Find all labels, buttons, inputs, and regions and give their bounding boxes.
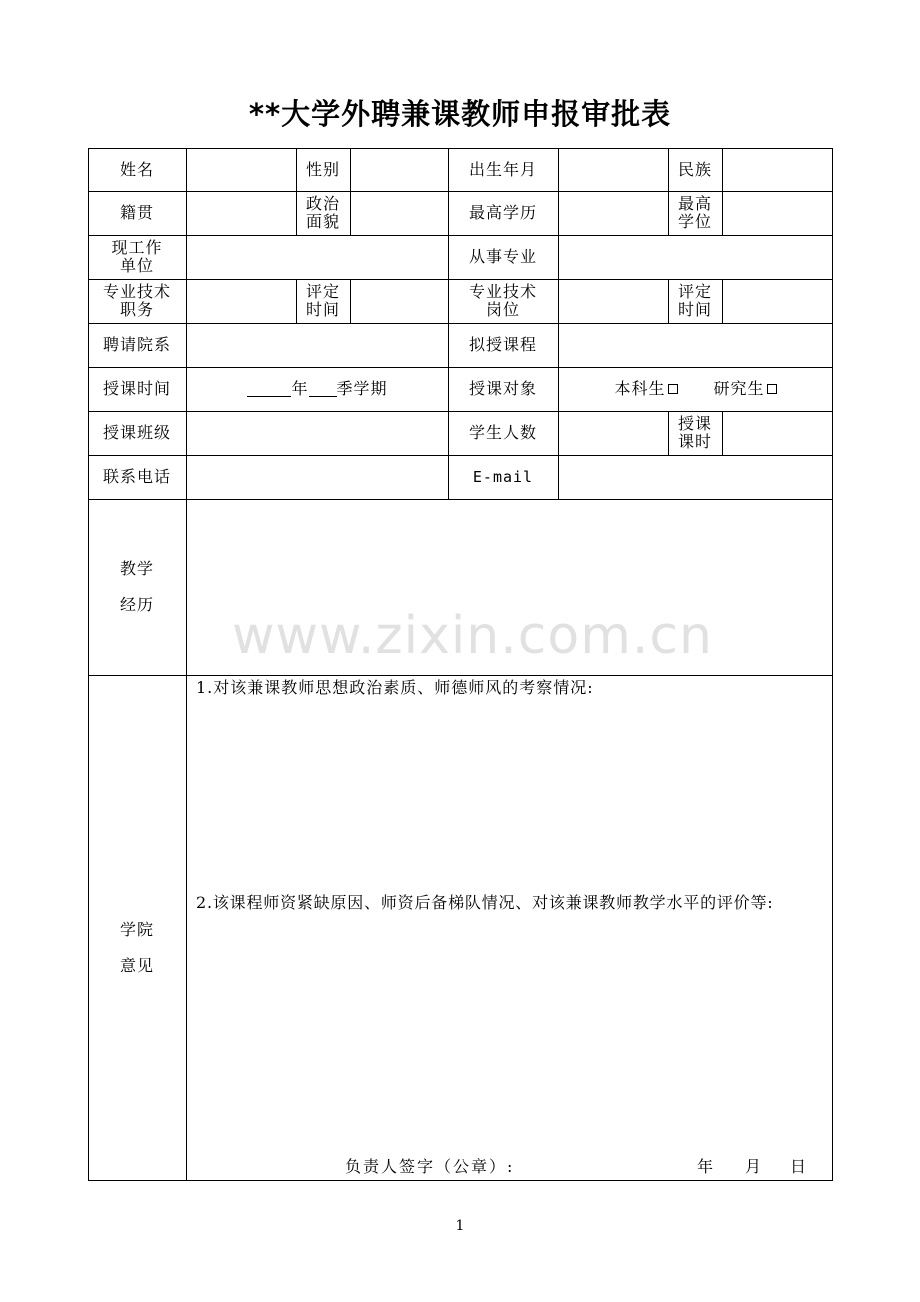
graduate-label: 研究生 <box>713 379 765 398</box>
label-teach-time: 授课时间 <box>102 379 171 398</box>
course-field[interactable] <box>559 323 832 367</box>
label-hiring-dept: 聘请院系 <box>102 335 171 354</box>
teach-time-field[interactable] <box>187 367 448 411</box>
email-field[interactable] <box>559 455 832 499</box>
teach-target-field <box>559 367 832 411</box>
name-field[interactable] <box>187 148 296 191</box>
label-teaching-experience <box>88 499 186 675</box>
student-count-field[interactable] <box>559 411 668 455</box>
undergrad-label: 本科生 <box>614 379 666 398</box>
native-place-field[interactable] <box>187 191 296 235</box>
label-degree <box>668 191 722 235</box>
sign-year-label: 年 <box>697 1157 715 1176</box>
birth-field[interactable] <box>559 148 668 191</box>
year-label: 年 <box>291 379 309 398</box>
label-native-place: 籍贯 <box>119 203 154 222</box>
label-course: 拟授课程 <box>468 335 537 354</box>
table-border-bottom <box>88 1180 833 1181</box>
label-eval-time2-line2: 时间 <box>677 300 712 319</box>
eval-time-2-field[interactable] <box>723 279 832 323</box>
label-eval-time <box>296 279 350 323</box>
label-hours <box>668 411 722 455</box>
signature-label: 负责人签字（公章）: <box>345 1157 515 1176</box>
label-email: E-mail <box>472 468 534 486</box>
label-degree-line1: 最高 <box>677 194 712 213</box>
label-opinion-line1: 学院 <box>119 919 154 939</box>
label-tech-post-line2: 岗位 <box>485 300 520 319</box>
label-eval-time-line2: 时间 <box>305 300 340 319</box>
tech-post-field[interactable] <box>559 279 668 323</box>
sign-day-label: 日 <box>790 1157 808 1176</box>
sign-month-label: 月 <box>745 1157 763 1176</box>
label-political-status <box>296 191 350 235</box>
label-phone: 联系电话 <box>102 467 171 486</box>
label-workplace <box>88 235 186 279</box>
degree-field[interactable] <box>723 191 832 235</box>
label-major: 从事专业 <box>468 247 537 266</box>
major-field[interactable] <box>559 235 832 279</box>
workplace-field[interactable] <box>187 235 448 279</box>
label-birth: 出生年月 <box>468 159 537 179</box>
label-teach-class: 授课班级 <box>102 423 171 442</box>
ethnicity-field[interactable] <box>723 148 832 191</box>
label-teach-target: 授课对象 <box>468 379 537 398</box>
hiring-dept-field[interactable] <box>187 323 448 367</box>
watermark: www.zixin.com.cn <box>232 606 713 666</box>
label-hours-line2: 课时 <box>677 432 712 451</box>
form-title: **大学外聘兼课教师申报审批表 <box>248 97 672 131</box>
label-political-line1: 政治 <box>305 194 340 213</box>
label-degree-line2: 学位 <box>677 212 712 231</box>
college-opinion-field[interactable] <box>187 676 832 1180</box>
label-name: 姓名 <box>119 159 154 179</box>
label-tech-post-line1: 专业技术 <box>468 282 537 301</box>
graduate-checkbox[interactable] <box>767 384 777 394</box>
label-hours-line1: 授课 <box>677 414 712 433</box>
label-workplace-line2: 单位 <box>119 256 154 275</box>
hours-field[interactable] <box>723 411 832 455</box>
eval-time-field[interactable] <box>351 279 448 323</box>
season-blank[interactable] <box>309 382 337 397</box>
label-experience-line1: 教学 <box>119 559 154 578</box>
phone-field[interactable] <box>187 455 448 499</box>
label-opinion-line2: 意见 <box>119 955 154 975</box>
table-border-right <box>832 148 833 1181</box>
label-education: 最高学历 <box>468 203 537 222</box>
label-workplace-line1: 现工作 <box>111 238 163 257</box>
label-eval-time2-line1: 评定 <box>677 282 712 301</box>
label-eval-time-2 <box>668 279 722 323</box>
education-field[interactable] <box>559 191 668 235</box>
gender-field[interactable] <box>351 148 448 191</box>
label-experience-line2: 经历 <box>119 595 154 614</box>
opinion-item-2: 2.该课程师资紧缺原因、师资后备梯队情况、对该兼课教师教学水平的评价等: <box>196 893 774 912</box>
label-college-opinion <box>88 675 186 1180</box>
label-gender: 性别 <box>305 159 340 179</box>
teach-class-field[interactable] <box>187 411 448 455</box>
opinion-item-1: 1.对该兼课教师思想政治素质、师德师风的考察情况: <box>196 678 594 697</box>
label-tech-title-line2: 职务 <box>119 300 154 319</box>
year-blank[interactable] <box>247 382 291 397</box>
undergrad-checkbox[interactable] <box>668 384 678 394</box>
label-eval-time-line1: 评定 <box>305 282 340 301</box>
label-tech-title-line1: 专业技术 <box>102 282 171 301</box>
label-tech-title <box>88 279 186 323</box>
tech-title-field[interactable] <box>187 279 296 323</box>
label-ethnicity: 民族 <box>677 159 712 179</box>
label-student-count: 学生人数 <box>468 423 537 442</box>
label-tech-post <box>448 279 558 323</box>
political-status-field[interactable] <box>351 191 448 235</box>
label-political-line2: 面貌 <box>305 212 340 231</box>
semester-label: 季学期 <box>336 379 388 398</box>
page-number: 1 <box>455 1218 465 1234</box>
